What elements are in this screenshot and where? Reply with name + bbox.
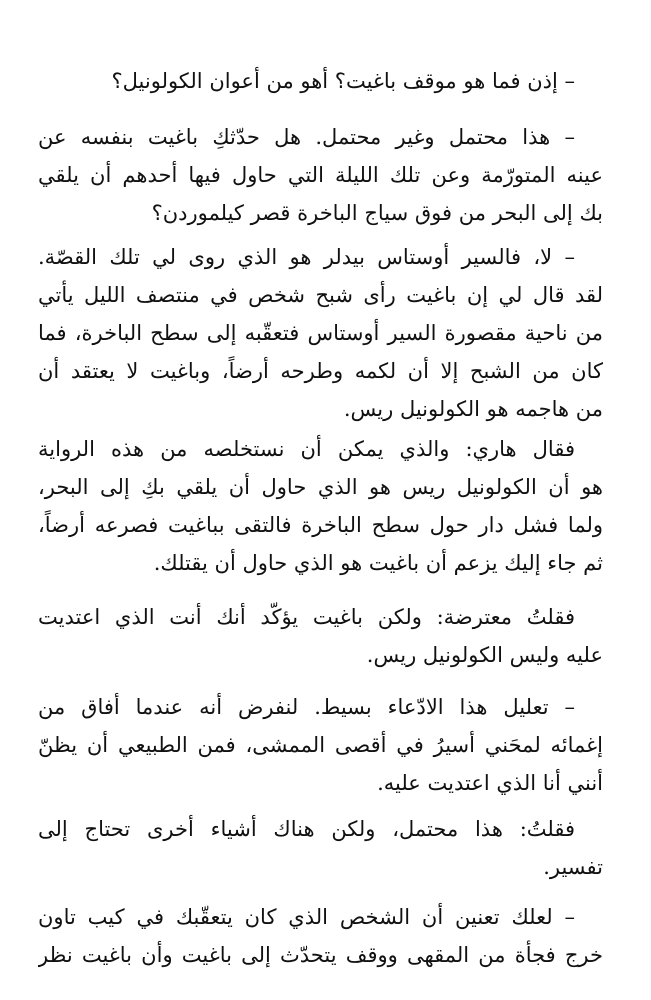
text-line: إغمائه لمحَني أسيرُ في أقصى الممشى، فمن الطبيعي أن يظنّ bbox=[38, 733, 603, 757]
text-line: تفسير. bbox=[543, 855, 603, 879]
text-line: خرج فجأة من المقهى ووقف يتحدّث إلى باغيت وأن باغيت نظر bbox=[38, 943, 603, 967]
text-line: فقلتُ: هذا محتمل، ولكن هناك أشياء أخرى تحتاج إلى bbox=[38, 817, 575, 841]
text-line: عينه المتورّمة وعن تلك الليلة التي حاول فيها أحدهم أن يلقي bbox=[38, 163, 603, 187]
paragraph-4 bbox=[38, 430, 603, 582]
paragraph-2 bbox=[38, 118, 603, 232]
text-line: – هذا محتمل وغير محتمل. هل حدّثكِ باغيت بنفسه عن bbox=[38, 125, 575, 149]
text-line: عليه وليس الكولونيل ريس. bbox=[366, 643, 603, 667]
paragraph-7 bbox=[38, 810, 603, 886]
paragraph-5 bbox=[38, 598, 603, 674]
paragraph-3 bbox=[38, 238, 603, 428]
paragraph-1 bbox=[38, 62, 603, 100]
text-line: من هاجمه هو الكولونيل ريس. bbox=[343, 397, 603, 421]
text-line: لقد قال لي إن باغيت رأى شبح شخص في منتصف الليل يأتي bbox=[38, 283, 603, 307]
text-line: – لا، فالسير أوستاس بيدلر هو الذي روى لي تلك القصّة. bbox=[38, 245, 575, 269]
text-line: – إذن فما هو موقف باغيت؟ أهو من أعوان الكولونيل؟ bbox=[111, 69, 575, 93]
text-line: بك إلى البحر من فوق سياج الباخرة قصر كيلموردن؟ bbox=[151, 201, 603, 225]
paragraph-6 bbox=[38, 688, 603, 802]
text-line: من ناحية مقصورة السير أوستاس فتعقّبه إلى سطح الباخرة، فما bbox=[38, 321, 603, 345]
text-line: فقال هاري: والذي يمكن أن نستخلصه من هذه الرواية bbox=[38, 437, 575, 461]
paragraph-8 bbox=[38, 898, 603, 974]
text-line: ثم جاء إليك يزعم أن باغيت هو الذي حاول أن يقتلك. bbox=[153, 551, 603, 575]
text-line: هو أن الكولونيل ريس هو الذي حاول أن يلقي بكِ إلى البحر، bbox=[38, 475, 603, 499]
text-line: أنني أنا الذي اعتديت عليه. bbox=[377, 771, 603, 795]
text-line: – تعليل هذا الادّعاء بسيط. لنفرض أنه عندما أفاق من bbox=[38, 695, 575, 719]
text-line: كان من الشبح إلا أن لكمه وطرحه أرضاً، وباغيت لا يعتقد أن bbox=[38, 359, 603, 383]
text-line: فقلتُ معترضة: ولكن باغيت يؤكّد أنك أنت الذي اعتديت bbox=[38, 605, 575, 629]
text-line: – لعلك تعنين أن الشخص الذي كان يتعقّبك في كيب تاون bbox=[38, 905, 575, 929]
text-line: ولما فشل دار حول سطح الباخرة فالتقى بباغيت فصرعه أرضاً، bbox=[38, 513, 603, 537]
